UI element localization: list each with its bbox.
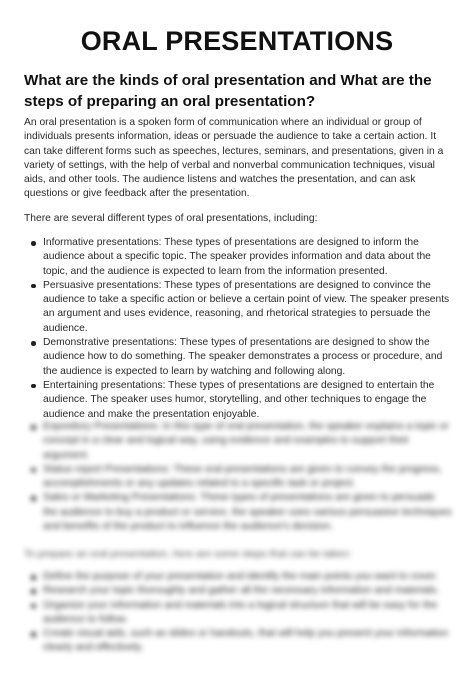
list-item: Demonstrative presentations: These types of presentations are designed to show the audience how to do something. The speaker demonstrates a process or procedure, and the audience is expected to learn by watching and following along. [24,336,452,379]
types-list [24,236,452,422]
list-item: Status report Presentations: These oral presentations are given to convey the progress, accomplishments or any updates related to a specific task or project. [24,463,452,492]
steps-intro-paragraph: To prepare an oral presentation, here are some steps that can be taken: [24,549,352,560]
blurred-types-list [24,420,452,534]
question-heading: What are the kinds of oral presentation and What are the steps of preparing an oral presentation? [24,72,432,110]
list-item: Informative presentations: These types of presentations are designed to inform the audience about a specific topic. The speaker provides information and data about the topic, and the audience is expected to learn from the information presented. [24,236,452,279]
list-item: Sales or Marketing Presentations: These types of presentations are given to persuade the audience to buy a product or service, the speaker uses various persuasive techniques and benefits of the product to influence the audience's decision. [24,491,452,534]
list-item: Define the purpose of your presentation and identify the main points you want to cover. [24,570,452,584]
list-item: Entertaining presentations: These types of presentations are designed to entertain the audience. The speaker uses humor, storytelling, and other techniques to engage the audience and make the presentation enjoyable. [24,379,452,422]
list-item: Research your topic thoroughly and gather all the necessary information and materials. [24,584,452,598]
page-title: ORAL PRESENTATIONS [80,26,394,56]
list-item: Organize your information and materials into a logical structure that will be easy for the audience to follow. [24,599,452,628]
list-item: Expository Presentations: In this type of oral presentation, the speaker explains a topic or concept in a clear and logical way, using evidence and examples to support their argument. [24,420,452,463]
steps-list [24,570,452,656]
list-item: Persuasive presentations: These types of presentations are designed to convince the audience to take a specific action or believe a certain point of view. The speaker presents an argument and uses evidence, reasoning, and rhetorical strategies to persuade the audience. [24,279,452,336]
types-intro-paragraph: There are several different types of oral presentations, including: [24,213,318,224]
list-item: Create visual aids, such as slides or handouts, that will help you present your information clearly and effectively. [24,627,452,656]
intro-paragraph: An oral presentation is a spoken form of communication where an individual or group of individuals presents information, ideas or persuade the audience to take a certain action. It can take different forms such as speeches, lectures, seminars, and presentations, given in a variety of settings, with the help of verbal and nonverbal communication techniques, visual aids, and other tools. The audience listens and watches the presentation, and can ask questions or give feedback after the presentation. [24,117,444,200]
